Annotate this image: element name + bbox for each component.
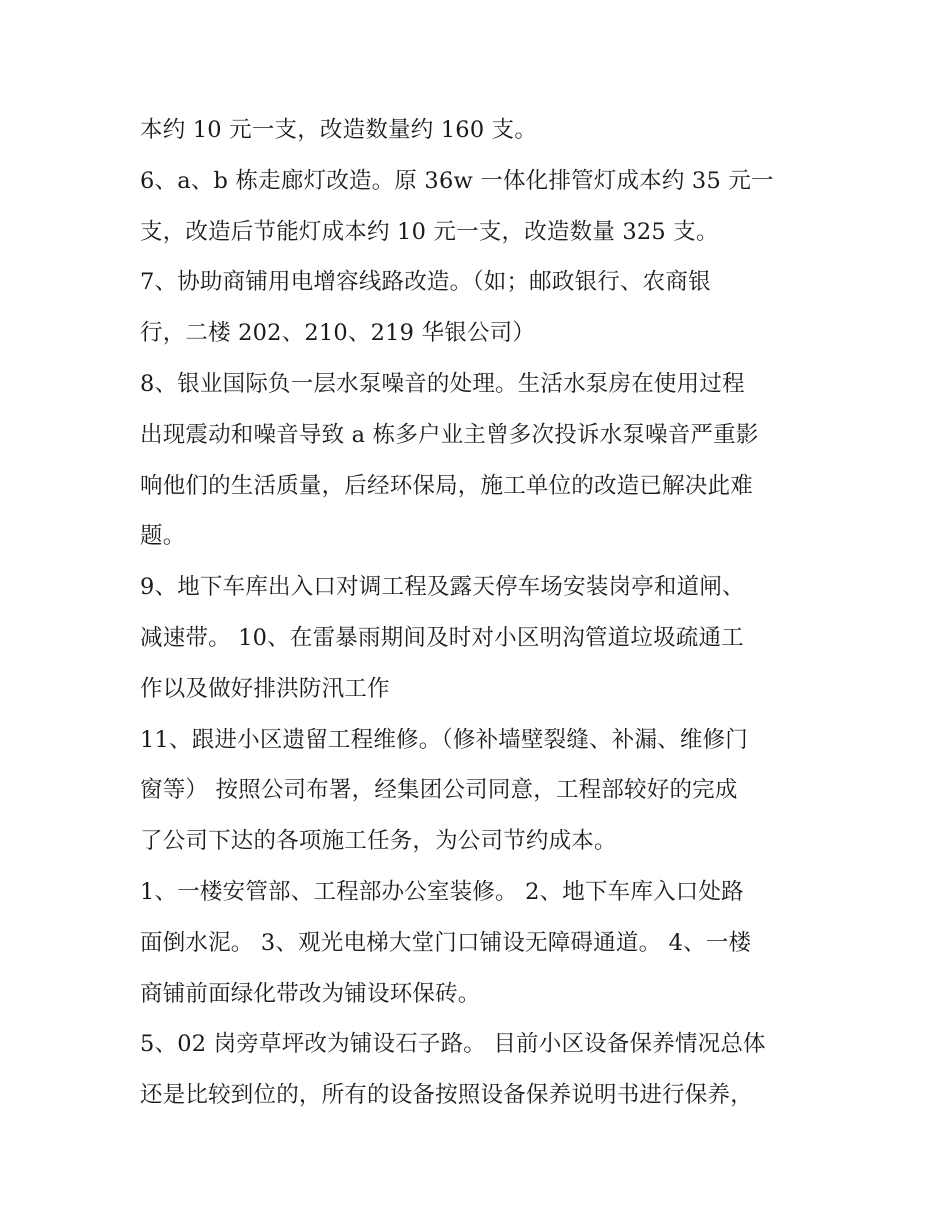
text-line: 行，二楼 202、210、219 华银公司） bbox=[140, 320, 536, 347]
text-line: 1、一楼安管部、工程部办公室装修。 2、地下车库入口处路 bbox=[140, 878, 744, 905]
text-line: 8、银业国际负一层水泵噪音的处理。生活水泵房在使用过程 bbox=[140, 370, 745, 397]
text-line: 出现震动和噪音导致 a 栋多户业主曾多次投诉水泵噪音严重影 bbox=[140, 421, 759, 448]
text-line: 9、地下车库出入口对调工程及露天停车场安装岗亭和道闸、 bbox=[140, 574, 745, 601]
text-line: 面倒水泥。 3、观光电梯大堂门口铺设无障碍通道。 4、一楼 bbox=[140, 929, 752, 956]
document-body bbox=[140, 105, 820, 1121]
text-line: 作以及做好排洪防汛工作 bbox=[140, 675, 390, 702]
text-line: 5、02 岗旁草坪改为铺设石子路。 目前小区设备保养情况总体 bbox=[140, 1031, 766, 1058]
text-line: 还是比较到位的，所有的设备按照设备保养说明书进行保养， bbox=[140, 1082, 753, 1109]
text-line: 本约 10 元一支，改造数量约 160 支。 bbox=[140, 117, 538, 143]
text-line: 商铺前面绿化带改为铺设环保砖。 bbox=[140, 980, 481, 1007]
text-line: 窗等） 按照公司布署，经集团公司同意，工程部较好的完成 bbox=[140, 777, 738, 804]
text-line: 6、a、b 栋走廊灯改造。原 36w 一体化排管灯成本约 35 元一 bbox=[140, 167, 774, 194]
text-line: 7、协助商铺用电增容线路改造。（如；邮政银行、农商银 bbox=[140, 269, 711, 296]
text-line: 题。 bbox=[140, 523, 186, 550]
text-line: 响他们的生活质量，后经环保局，施工单位的改造已解决此难 bbox=[140, 472, 753, 499]
text-line: 了公司下达的各项施工任务，为公司节约成本。 bbox=[140, 828, 617, 855]
text-line: 支，改造后节能灯成本约 10 元一支，改造数量 325 支。 bbox=[140, 218, 719, 245]
text-line: 减速带。 10、在雷暴雨期间及时对小区明沟管道垃圾疏通工 bbox=[140, 624, 744, 651]
text-line: 11、跟进小区遗留工程维修。（修补墙壁裂缝、补漏、维修门 bbox=[140, 726, 748, 753]
